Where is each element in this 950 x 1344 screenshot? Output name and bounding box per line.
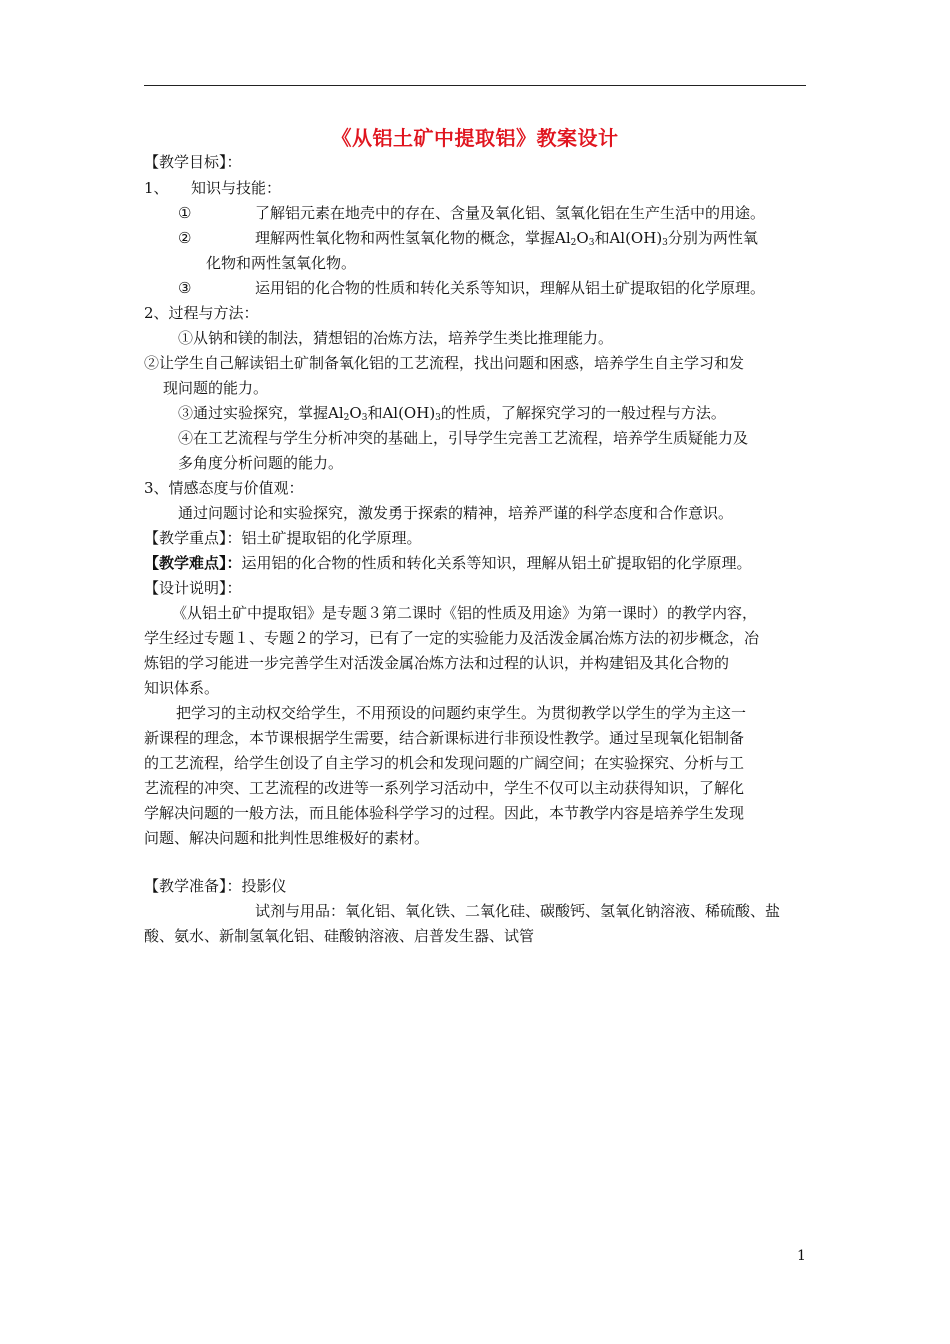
design-p2-line: 艺流程的冲突、工艺流程的改进等一系列学习活动中，学生不仅可以主动获得知识，了解化 xyxy=(144,779,745,797)
preparation-label: 【教学准备】： xyxy=(144,877,242,895)
process-label: 2、过程与方法： xyxy=(144,304,259,322)
attitude-label: 3、情感态度与价值观： xyxy=(144,479,304,497)
difficulty-label: 【教学难点】： xyxy=(144,554,242,572)
design-p2-line: 新课程的理念，本节课根据学生需要，结合新课标进行非预设性教学。通过呈现氧化铝制备 xyxy=(144,729,745,747)
design-p1-line: 《从铝土矿中提取铝》是专题３第二课时《铝的性质及用途》为第一课时）的教学内容， xyxy=(172,604,758,622)
attitude-text: 通过问题讨论和实验探究，激发勇于探索的精神，培养严谨的科学态度和合作意识。 xyxy=(178,504,734,522)
difficulty xyxy=(144,553,752,573)
knowledge-item2-marker: ② xyxy=(178,229,192,247)
knowledge-label: 1、 知识与技能： xyxy=(144,179,282,197)
process-item3: ③通过实验探究，掌握$Al_2O_3$和$Al(OH)_3$的性质，了解探究学习的一般过程与方法。 xyxy=(178,404,726,423)
reagents-line2: 酸、氨水、新制氢氧化铝、硅酸钠溶液、启普发生器、试管 xyxy=(144,927,535,945)
key-point-label: 【教学重点】： xyxy=(144,529,242,547)
knowledge-item2-text: 理解两性氧化物和两性氢氧化物的概念，掌握$Al_2O_3$和$Al(OH)_3$分别为两性氧 xyxy=(255,229,758,248)
preparation-text: 投影仪 xyxy=(241,877,287,895)
process-item2-line2: 现问题的能力。 xyxy=(163,379,269,397)
process-item4-line2: 多角度分析问题的能力。 xyxy=(178,454,344,472)
process-item2-line1: ②让学生自己解读铝土矿制备氧化铝的工艺流程，找出问题和困惑，培养学生自主学习和发 xyxy=(144,354,745,372)
process-item1: ①从钠和镁的制法，猜想铝的冶炼方法，培养学生类比推理能力。 xyxy=(178,329,614,347)
design-label: 【设计说明】： xyxy=(144,579,242,597)
design-p2-line: 学解决问题的一般方法，而且能体验科学学习的过程。因此，本节教学内容是培养学生发现 xyxy=(144,804,745,822)
preparation xyxy=(144,876,287,896)
page-number: 1 xyxy=(797,1248,806,1264)
knowledge-item3-text: 运用铝的化合物的性质和转化关系等知识，理解从铝土矿提取铝的化学原理。 xyxy=(255,279,766,297)
header-rule xyxy=(144,85,806,86)
design-p1-line: 知识体系。 xyxy=(144,679,220,697)
key-point xyxy=(144,528,422,548)
reagents-line1: 试剂与用品：氧化铝、氧化铁、二氧化硅、碳酸钙、氢氧化钠溶液、稀硫酸、盐 xyxy=(255,902,781,920)
design-p1-line: 学生经过专题１、专题２的学习，已有了一定的实验能力及活泼金属冶炼方法的初步概念，冶 xyxy=(144,629,760,647)
knowledge-item1-marker: ① xyxy=(178,204,192,222)
knowledge-item3-marker: ③ xyxy=(178,279,192,297)
design-p2-line: 问题、解决问题和批判性思维极好的素材。 xyxy=(144,829,430,847)
document-title: 《从铝土矿中提取铝》教案设计 xyxy=(331,126,619,150)
design-p2-line: 把学习的主动权交给学生，不用预设的问题约束学生。为贯彻教学以学生的学为主这一 xyxy=(176,704,747,722)
difficulty-text: 运用铝的化合物的性质和转化关系等知识，理解从铝土矿提取铝的化学原理。 xyxy=(241,554,752,572)
process-item4-line1: ④在工艺流程与学生分析冲突的基础上，引导学生完善工艺流程，培养学生质疑能力及 xyxy=(178,429,749,447)
design-p1-line: 炼铝的学习能进一步完善学生对活泼金属冶炼方法和过程的认识，并构建铝及其化合物的 xyxy=(144,654,730,672)
objectives-heading: 【教学目标】： xyxy=(144,153,242,171)
key-point-text: 铝土矿提取铝的化学原理。 xyxy=(241,529,422,547)
design-p2-line: 的工艺流程，给学生创设了自主学习的机会和发现问题的广阔空间；在实验探究、分析与工 xyxy=(144,754,745,772)
knowledge-item1-text: 了解铝元素在地壳中的存在、含量及氧化铝、氢氧化铝在生产生活中的用途。 xyxy=(255,204,766,222)
knowledge-item2-line2: 化物和两性氢氧化物。 xyxy=(206,254,357,272)
